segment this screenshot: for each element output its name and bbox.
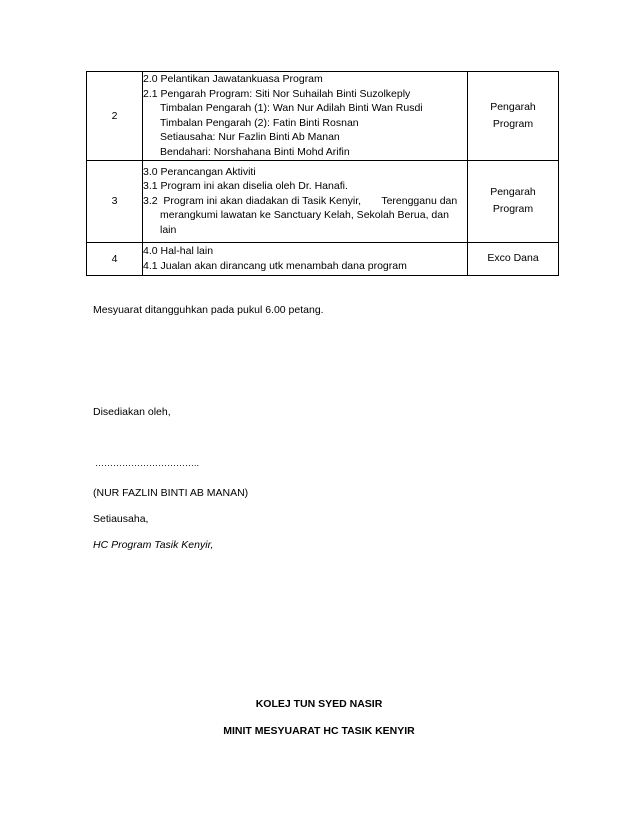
item-content [143,160,468,242]
responsible-cell [468,72,559,161]
college-title: KOLEJ TUN SYED NASIR [255,698,383,710]
table-row [87,72,559,161]
item-line: 3.2 Program ini akan diadakan di Tasik Kenyir, Terengganu dan [143,194,458,207]
adjournment-text: Mesyuarat ditangguhkan pada pukul 6.00 petang. [93,304,324,316]
table-row [87,160,559,242]
item-line: Timbalan Pengarah (1): Wan Nur Adilah Binti Wan Rusdi [160,102,423,115]
minutes-title: MINIT MESYUARAT HC TASIK KENYIR [223,725,415,737]
responsible-line: Pengarah [490,100,536,113]
item-content [143,72,468,161]
item-line: 2.1 Pengarah Program: Siti Nor Suhailah Binti Suzolkeply [143,87,411,100]
table-row [87,242,559,275]
responsible-line: Program [492,117,534,130]
item-content [143,242,468,275]
secretary-name: (NUR FAZLIN BINTI AB MANAN) [93,487,249,499]
responsible-cell [468,160,559,242]
item-line: 2.0 Pelantikan Jawatankuasa Program [143,73,323,85]
item-line: merangkumi lawatan ke Sanctuary Kelah, Sekolah Berua, dan [160,209,449,222]
item-line: 4.1 Jualan akan dirancang utk menambah dana program [143,259,407,272]
item-number: 3 [87,160,143,242]
responsible-line: Program [492,203,534,216]
item-number: 2 [87,72,143,161]
item-line: Setiausaha: Nur Fazlin Binti Ab Manan [160,131,340,144]
responsible-cell: Exco Dana [468,242,559,275]
signature-line: …………………………….. [95,458,200,468]
item-line: 4.0 Hal-hal lain [143,244,214,257]
organization-name: HC Program Tasik Kenyir, [93,539,214,551]
item-line: Timbalan Pengarah (2): Fatin Binti Rosnan [160,116,359,129]
prepared-by-label: Disediakan oleh, [93,406,171,418]
item-line: 3.1 Program ini akan diselia oleh Dr. Hanafi. [143,180,348,193]
item-line: lain [160,223,177,236]
item-number: 4 [87,242,143,275]
item-line: 3.0 Perancangan Aktiviti [143,165,256,178]
minutes-table [86,71,559,276]
item-line: Bendahari: Norshahana Binti Mohd Arifin [160,145,350,158]
responsible-line: Pengarah [490,186,536,199]
secretary-position: Setiausaha, [93,513,149,525]
